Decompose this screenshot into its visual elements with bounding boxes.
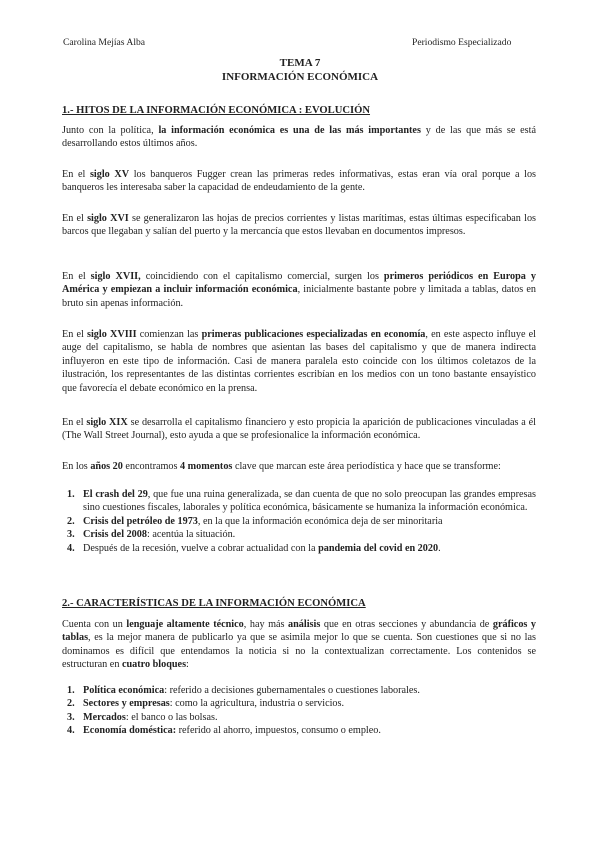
list-item: 4. Economía doméstica: referido al ahorro, impuestos, consumo o empleo. bbox=[67, 725, 381, 737]
list-item: 2. Crisis del petróleo de 1973, en la que la información económica deja de ser minoritaria bbox=[67, 515, 443, 527]
list-item: 2. Sectores y empresas: como la agricultura, industria o servicios. bbox=[67, 698, 345, 710]
list-item: 3. Mercados: el banco o las bolsas. bbox=[67, 711, 218, 723]
section-2-heading: 2.- CARACTERÍSTICAS DE LA INFORMACIÓN ECONÓMICA bbox=[62, 598, 366, 609]
paragraph-caracteristicas: Cuenta con un lenguaje altamente técnico, hay más análisis que en otras secciones y abundancia de gráficos y tablas, es la mejor manera de publicarlo ya que se asimila mejor lo que se cuenta. Son cuestiones que si no las dominamos es difícil que entendamos la noticia si no la contextualizan correctamente. Los contenidos se estructuran en cuatro bloques: bbox=[62, 619, 536, 671]
paragraph-siglo-xviii: En el siglo XVIII comienzan las primeras publicaciones especializadas en economía, en este aspecto influye el auge del capitalismo, se habla de nombres que asientan las bases del capitalismo y que de manera indirecta influyeron en este tipo de información. Casi de manera paralela esto coincide con los últimos coletazos de la ilustración, los representantes de las distintas corrientes escribían en los medios con un tono bastante ensayístico que favorecía el debate económico en la prensa. bbox=[62, 329, 536, 394]
paragraph-siglo-xvii: En el siglo XVII, coincidiendo con el capitalismo comercial, surgen los primeros periódicos en Europa y América y empiezan a incluir información económica, inicialmente bastante pobre y limitada a tablas, datos en bruto sin apenas información. bbox=[62, 271, 536, 309]
topic-title: INFORMACIÓN ECONÓMICA bbox=[221, 71, 379, 83]
paragraph-siglo-xvi: En el siglo XVI se generalizaron las hojas de precios corrientes y listas marítimas, estas últimas especificaban los barcos que llegaban y salían del puerto y la mercancía que estos llevaban en documentos impresos. bbox=[62, 213, 536, 238]
list-item: 1. Política económica: referido a decisiones gubernamentales o cuestiones laborales. bbox=[67, 685, 420, 696]
paragraph-anos-20: En los años 20 encontramos 4 momentos clave que marcan este área periodística y hace que se transforme: bbox=[62, 461, 501, 472]
paragraph-siglo-xix: En el siglo XIX se desarrolla el capitalismo financiero y esto propicia la aparición de publicaciones vinculadas a él (The Wall Street Journal), esto ayuda a que se profesionalice la información económica. bbox=[62, 417, 537, 442]
list-item: 1. El crash del 29, que fue una ruina generalizada, se dan cuenta de que no solo preocupan las grandes empresas sino cuestiones fiscales, laborales y política económica, básicamente se humaniza la información económica. bbox=[67, 489, 536, 514]
paragraph-siglo-xv: En el siglo XV los banqueros Fugger crean las primeras redes informativas, estas eran vía oral porque a los banqueros les interesaba saber la capacidad de endeudamiento de la gente. bbox=[62, 169, 536, 194]
topic-number: TEMA 7 bbox=[279, 57, 321, 69]
moments-list bbox=[62, 488, 536, 555]
author-name: Carolina Mejías Alba bbox=[63, 37, 146, 48]
paragraph-intro: Junto con la política, la información económica es una de las más importantes y de las que más se está desarrollando estos últimos años. bbox=[62, 125, 536, 150]
section-1-heading: 1.- HITOS DE LA INFORMACIÓN ECONÓMICA : EVOLUCIÓN bbox=[62, 105, 371, 116]
list-item: 3. Crisis del 2008: acentúa la situación. bbox=[67, 529, 236, 541]
list-item: 4. Después de la recesión, vuelve a cobrar actualidad con la pandemia del covid en 2020. bbox=[67, 542, 441, 554]
course-name: Periodismo Especializado bbox=[412, 37, 512, 48]
page-header bbox=[63, 36, 540, 50]
blocks-list bbox=[62, 684, 536, 738]
